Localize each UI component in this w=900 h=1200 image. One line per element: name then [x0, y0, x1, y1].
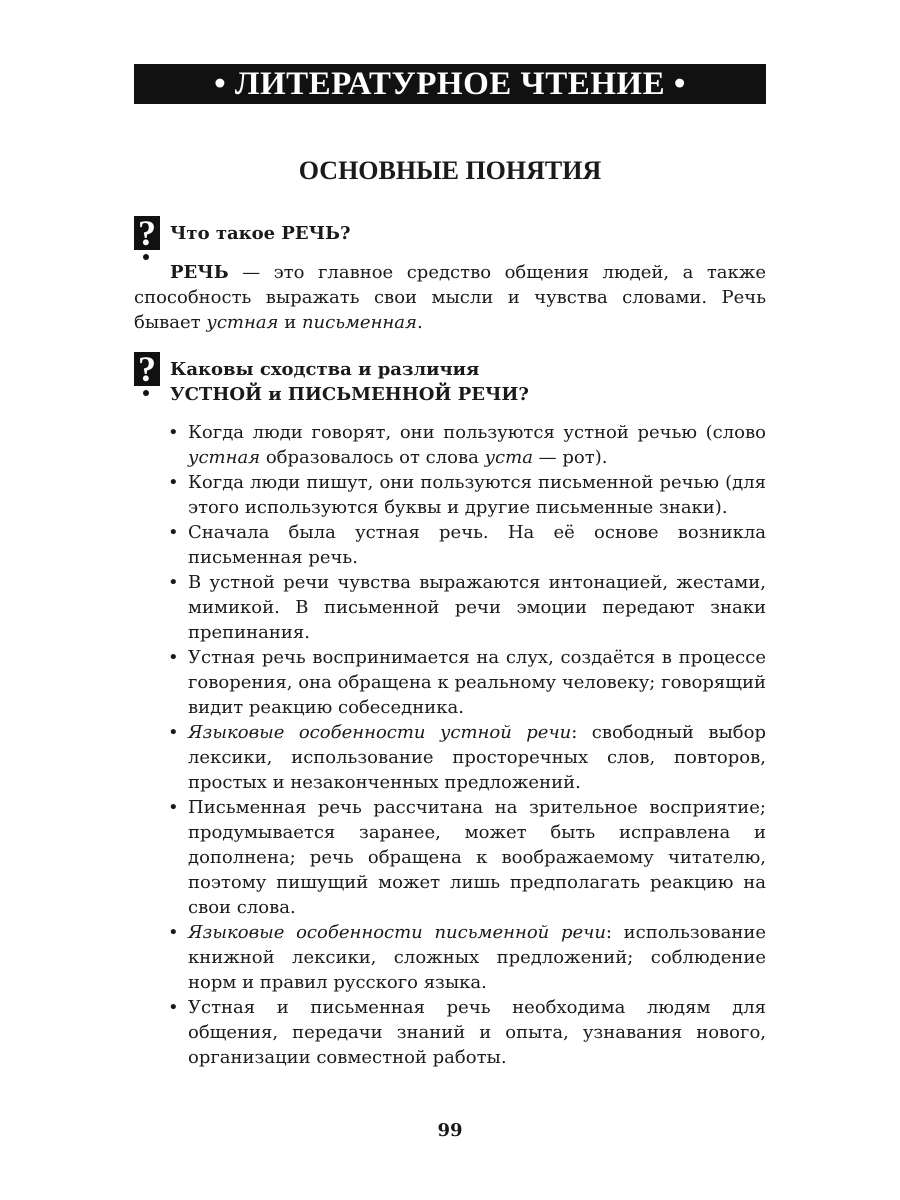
- question-1: Что такое РЕЧЬ?: [170, 223, 351, 244]
- page-number: 99: [437, 1120, 463, 1141]
- list-item: • Языковые особенности письменной речи: использование книжной лексики, сложных предложений; соблюдение норм и правил русского языка.: [168, 920, 766, 995]
- list-item: • Устная речь воспринимается на слух, создаётся в процессе говорения, она обращена к реальному человеку; говорящий видит реакцию собеседника.: [168, 645, 766, 720]
- answer-1-term: РЕЧЬ: [170, 262, 229, 283]
- question-mark-icon: ?: [134, 216, 160, 250]
- answer-1-em-oral: устная: [206, 312, 279, 333]
- list-item: • Языковые особенности устной речи: свободный выбор лексики, использование просторечных слов, повторов, простых и незаконченных предложений.: [168, 720, 766, 795]
- answer-2-list: [168, 420, 766, 1070]
- list-item: • Устная и письменная речь необходима людям для общения, передачи знаний и опыта, узнавания нового, организации совместной работы.: [168, 995, 766, 1070]
- list-item: • В устной речи чувства выражаются интонацией, жестами, мимикой. В письменной речи эмоции передают знаки препинания.: [168, 570, 766, 645]
- chapter-title: • ЛИТЕРАТУРНОЕ ЧТЕНИЕ •: [214, 65, 686, 102]
- list-item: • Когда люди пишут, они пользуются письменной речью (для этого используются буквы и другие письменные знаки).: [168, 470, 766, 520]
- question-2-line-1: Каковы сходства и различия: [170, 359, 480, 380]
- section-title: ОСНОВНЫЕ ПОНЯТИЯ: [298, 156, 602, 185]
- question-mark-icon: ?: [134, 352, 160, 386]
- answer-1-mid: и: [278, 312, 302, 333]
- answer-1-end: .: [416, 312, 423, 333]
- list-item: • Сначала была устная речь. На её основе возникла письменная речь.: [168, 520, 766, 570]
- question-2-line-2: УСТНОЙ и ПИСЬМЕННОЙ РЕЧИ?: [170, 384, 529, 405]
- question-dot-icon: [143, 390, 149, 396]
- question-2: [170, 357, 529, 407]
- chapter-banner: [134, 64, 766, 104]
- list-item: • Письменная речь рассчитана на зрительное восприятие; продумывается заранее, может быть исправлена и дополнена; речь обращена к воображаемому читателю, поэтому пишущий может лишь предполагать реакцию на свои слова.: [168, 795, 766, 920]
- answer-1-em-written: письменная: [301, 312, 417, 333]
- answer-1: [134, 260, 766, 335]
- answer-1-text: — это главное средство общения людей, а также способность выражать свои мысли и чувства словами. Речь бывает: [134, 262, 766, 333]
- list-item: • Когда люди говорят, они пользуются устной речью (слово устная образовалось от слова уста — рот).: [168, 420, 766, 470]
